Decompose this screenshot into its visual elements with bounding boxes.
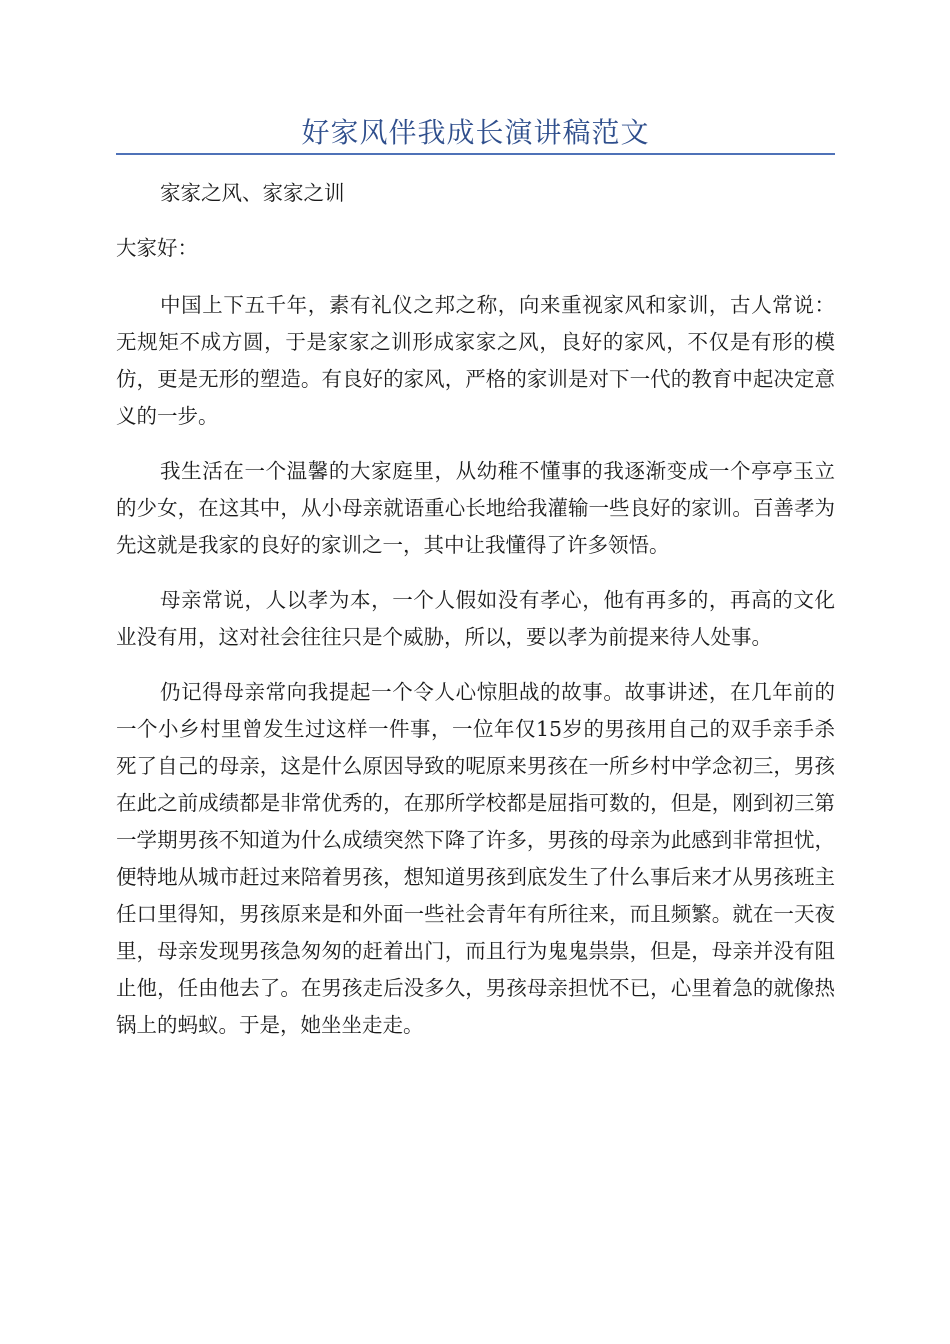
paragraph-1: 中国上下五千年，素有礼仪之邦之称，向来重视家风和家训，古人常说：无规矩不成方圆，于是家家之训形成家家之风，良好的家风，不仅是有形的模仿，更是无形的塑造。有良好的家风，严格的家训是对下一代的教育中起决定意义的一步。	[116, 293, 835, 428]
document-body	[116, 175, 835, 1062]
paragraph-2: 我生活在一个温馨的大家庭里，从幼稚不懂事的我逐渐变成一个亭亭玉立的少女，在这其中，从小母亲就语重心长地给我灌输一些良好的家训。百善孝为先这就是我家的良好的家训之一，其中让我懂得了许多领悟。	[116, 459, 835, 557]
paragraph-4: 仍记得母亲常向我提起一个令人心惊胆战的故事。故事讲述，在几年前的一个小乡村里曾发生过这样一件事，一位年仅15岁的男孩用自己的双手亲手杀死了自己的母亲，这是什么原因导致的呢原来男孩在一所乡村中学念初三，男孩在此之前成绩都是非常优秀的，在那所学校都是屈指可数的，但是，刚到初三第一学期男孩不知道为什么成绩突然下降了许多，男孩的母亲为此感到非常担忧，便特地从城市赶过来陪着男孩，想知道男孩到底发生了什么事后来才从男孩班主任口里得知，男孩原来是和外面一些社会青年有所往来，而且频繁。就在一天夜里，母亲发现男孩急匆匆的赶着出门，而且行为鬼鬼祟祟，但是，母亲并没有阻止他，任由他去了。在男孩走后没多久，男孩母亲担忧不已，心里着急的就像热锅上的蚂蚁。于是，她坐坐走走。	[116, 680, 835, 1037]
paragraph-3: 母亲常说，人以孝为本，一个人假如没有孝心，他有再多的，再高的文化业没有用，这对社会往往只是个威胁，所以，要以孝为前提来待人处事。	[116, 588, 835, 649]
title-underline	[116, 153, 835, 155]
document-title: 好家风伴我成长演讲稿范文	[301, 116, 650, 149]
subtitle-line: 家家之风、家家之训	[160, 181, 345, 205]
greeting-line: 大家好：	[116, 236, 198, 260]
